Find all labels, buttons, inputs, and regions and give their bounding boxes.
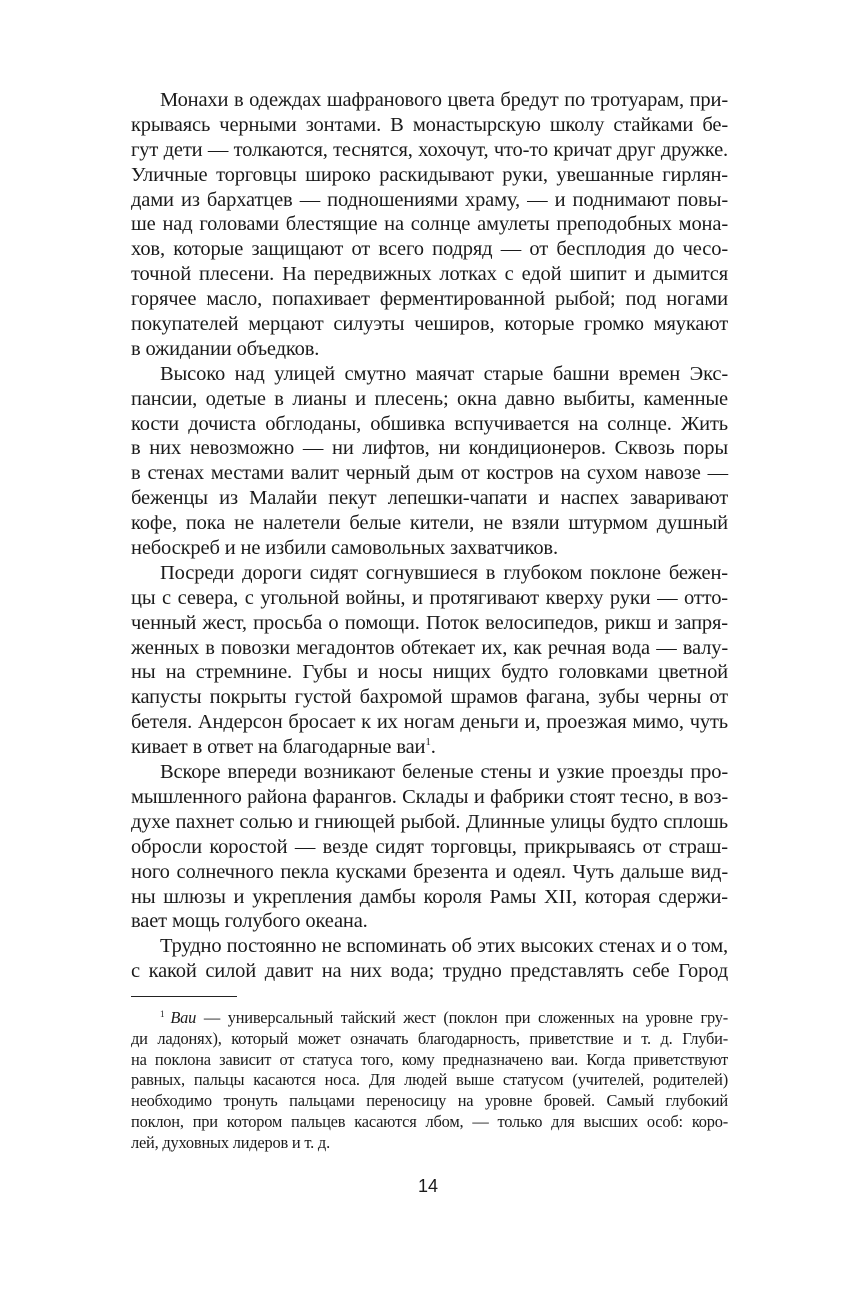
text-line: кофе, пока не налетели белые кители, не взяли штурмом душный — [131, 512, 728, 535]
text-line: дами из бархатцев — подношениями храму, — и поднимают повы- — [131, 188, 728, 211]
sentence-end: . — [430, 736, 436, 759]
text-line: Трудно постоянно не вспоминать об этих высоких стенах и о том, — [160, 935, 728, 958]
footnote-line: на поклона зависит от статуса того, кому предназначено ваи. Когда приветствуют — [131, 1049, 728, 1069]
text-line: ны шлюзы и укрепления дамбы короля Рамы XII, которая сдержи- — [131, 885, 728, 908]
paragraph — [131, 88, 728, 362]
paragraph — [131, 561, 728, 760]
footnote-line — [131, 1008, 728, 1029]
footnote-marker: 1 — [160, 1009, 165, 1019]
text-line: в стенах местами валит черный дым от костров на сухом навозе — — [131, 462, 728, 485]
text-line: пансии, одетые в лианы и плесень; окна давно выбиты, каменные — [131, 387, 728, 410]
text-line: обросли коростой — везде сидят торговцы, прикрываясь от страш- — [131, 835, 728, 858]
text-line: духе пахнет солью и гниющей рыбой. Длинные улицы будто сплошь — [131, 810, 728, 833]
text-line: Уличные торговцы широко раскидывают руки, увешанные гирлян- — [131, 163, 728, 186]
text-line: в них невозможно — ни лифтов, ни кондиционеров. Сквозь поры — [131, 437, 728, 460]
text-line: ченный жест, просьба о помощи. Поток велосипедов, рикш и запря- — [131, 611, 728, 634]
text-line: небоскреб и не избили самовольных захватчиков. — [131, 537, 558, 560]
paragraph — [131, 362, 728, 561]
footnote-line: необходимо тронуть пальцами переносицу на уровне бровей. Самый глубокий — [131, 1091, 728, 1111]
footnote-text: — универсальный тайский жест (поклон при сложенных на уровне гру- — [196, 1008, 728, 1027]
text-line: ны на стремнине. Губы и носы нищих будто головками цветной — [131, 661, 728, 684]
main-text — [131, 88, 728, 984]
text-line: цы с севера, с угольной войны, и протягивают кверху руки — отто- — [131, 586, 728, 609]
text-line: беженцы из Малайи пекут лепешки-чапати и наспех заваривают — [131, 487, 728, 510]
paragraph — [131, 760, 728, 934]
text-line: с какой силой давит на них вода; трудно представлять себе Город — [131, 960, 728, 983]
text-line: вает мощь голубого океана. — [131, 910, 368, 933]
footnote-line: поклон, при котором пальцев касаются лбом, — только для высших особ: коро- — [131, 1111, 728, 1131]
text-line: женных в повозки мегадонтов обтекает их, как речная вода — валу- — [131, 636, 728, 659]
footnote-line: лей, духовных лидеров и т. д. — [131, 1132, 330, 1152]
text-line: Высоко над улицей смутно маячат старые башни времен Экс- — [160, 362, 728, 385]
text-line: в ожидании объедков. — [131, 337, 320, 360]
text-line: ше над головами блестящие на солнце амулеты преподобных мона- — [131, 213, 728, 236]
text-line: Посреди дороги сидят согнувшиеся в глубоком поклоне бежен- — [160, 561, 728, 584]
footnote-reference[interactable]: 1 — [425, 736, 431, 749]
text-line: кивает в ответ на благодарные ваи$^1$. — [131, 736, 436, 759]
text-line: кости дочиста обглоданы, обшивка вспучивается на солнце. Жить — [131, 412, 728, 435]
page-number: 14 — [417, 1176, 439, 1196]
footnote-term: Ваи — [170, 1008, 197, 1027]
footnote-line: равных, пальцы касаются носа. Для людей выше статусом (учителей, родителей) — [131, 1070, 728, 1090]
text-line: горячее масло, попахивает ферментированной рыбой; под ногами — [131, 288, 728, 311]
text-line: крываясь черными зонтами. В монастырскую школу стайками бе- — [131, 113, 728, 136]
text-line: хов, которые защищают от всего подряд — от бесплодия до чесо- — [131, 238, 728, 261]
text-line: мышленного района фарангов. Склады и фабрики стоят тесно, в воз- — [131, 785, 728, 808]
text-line: покупателей мерцают силуэты чеширов, которые громко мяукают — [131, 313, 728, 336]
text-line: капусты покрыты густой бахромой шрамов фагана, зубы черны от — [131, 686, 728, 709]
text-line: гут дети — толкаются, теснятся, хохочут, что-то кричат друг дружке. — [131, 138, 728, 161]
footnote-line: ди ладонях), который может означать благодарность, приветствие и т. д. Глуби- — [131, 1028, 728, 1048]
text-line: Вскоре впереди возникают беленые стены и узкие проезды про- — [160, 761, 728, 784]
text-line: бетеля. Андерсон бросает к их ногам деньги и, проезжая мимо, чуть — [131, 711, 728, 734]
text-line: точной плесени. На передвижных лотках с едой шипит и дымится — [131, 263, 728, 286]
paragraph — [131, 934, 728, 984]
footnote-divider — [131, 996, 237, 997]
footnote — [131, 1008, 728, 1154]
text-line: ного солнечного пекла кусками брезента и одеял. Чуть дальше вид- — [131, 860, 728, 883]
text-line: Монахи в одеждах шафранового цвета бредут по тротуарам, при- — [160, 89, 728, 111]
